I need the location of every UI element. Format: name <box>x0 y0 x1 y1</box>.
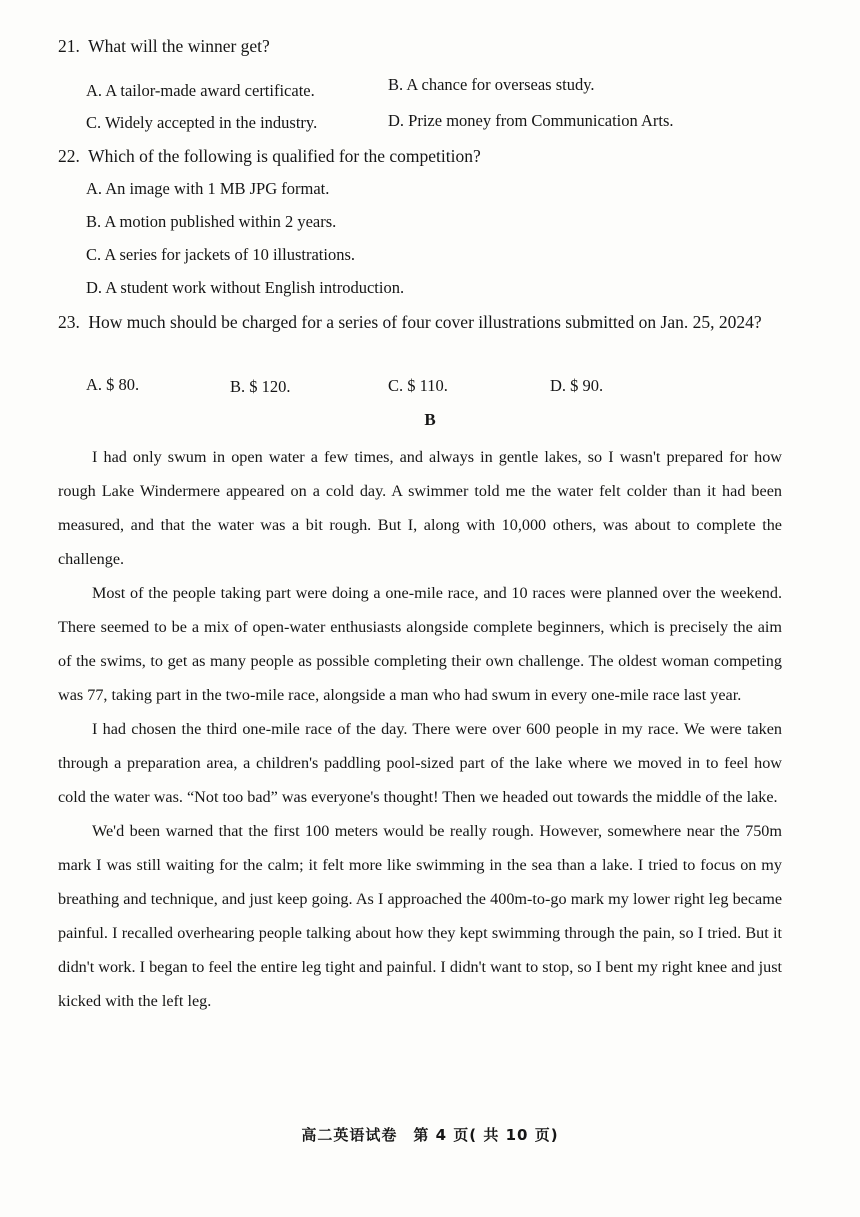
question-text: How much should be charged for a series of four cover illustrations submitted on Jan. 25, 2024? <box>88 312 762 332</box>
option-23-c <box>388 375 448 397</box>
option-23-d <box>550 375 603 397</box>
option-letter: B. <box>86 212 102 231</box>
question-number: 22. <box>58 146 80 166</box>
option-text: A chance for overseas study. <box>406 75 595 94</box>
question-text: Which of the following is qualified for the competition? <box>88 146 481 166</box>
question-number: 23. <box>58 312 80 332</box>
option-23-a <box>86 374 139 396</box>
option-letter: A. <box>86 375 103 394</box>
question-21 <box>58 34 270 58</box>
option-21-a <box>86 80 315 102</box>
option-letter: C. <box>388 376 404 395</box>
option-22-b <box>86 211 336 233</box>
option-22-a <box>86 178 329 200</box>
option-21-d <box>388 110 674 132</box>
option-letter: B. <box>230 377 246 396</box>
option-letter: B. <box>388 75 404 94</box>
reading-passage <box>58 440 782 1018</box>
option-text: Widely accepted in the industry. <box>104 113 318 132</box>
option-text: A student work without English introduction. <box>105 278 405 297</box>
option-letter: D. <box>388 111 405 130</box>
question-number: 21. <box>58 36 80 56</box>
option-text: $ 80. <box>106 375 140 394</box>
option-letter: C. <box>86 113 102 132</box>
option-23-b <box>230 376 291 398</box>
option-text: A motion published within 2 years. <box>104 212 337 231</box>
passage-paragraph: Most of the people taking part were doing a one-mile race, and 10 races were planned over the weekend. There seemed to be a mix of open-water enthusiasts alongside complete beginners, which is precisely the aim of the swims, to get as many people as possible completing their own challenge. The oldest woman competing was 77, taking part in the two-mile race, alongside a man who had swum in every one-mile race last year. <box>58 584 782 704</box>
option-21-c <box>86 112 317 134</box>
passage-paragraph: I had only swum in open water a few times, and always in gentle lakes, so I wasn't prepared for how rough Lake Windermere appeared on a cold day. A swimmer told me the water felt colder than it had been measured, and that the water was a bit rough. But I, along with 10,000 others, was about to complete the challenge. <box>58 448 782 568</box>
option-text: Prize money from Communication Arts. <box>408 111 674 130</box>
option-letter: A. <box>86 179 103 198</box>
option-text: $ 110. <box>407 376 448 395</box>
option-text: A series for jackets of 10 illustrations. <box>104 245 356 264</box>
option-22-d <box>86 277 404 299</box>
option-letter: A. <box>86 81 103 100</box>
question-23 <box>58 308 774 336</box>
question-22 <box>58 144 481 168</box>
option-text: $ 90. <box>570 376 604 395</box>
section-heading: B <box>424 410 436 429</box>
option-22-c <box>86 244 355 266</box>
question-text: What will the winner get? <box>88 36 270 56</box>
option-letter: D. <box>86 278 103 297</box>
passage-paragraph: I had chosen the third one-mile race of the day. There were over 600 people in my race. We were taken through a preparation area, a children's paddling pool-sized part of the lake where we moved in to feel how cold the water was. “Not too bad” was everyone's thought! Then we headed out towards the middle of the lake. <box>58 720 782 806</box>
page-footer: 高二英语试卷 第 4 页( 共 10 页) <box>301 1126 559 1144</box>
option-letter: C. <box>86 245 102 264</box>
option-text: $ 120. <box>249 377 291 396</box>
option-21-b <box>388 74 595 96</box>
passage-paragraph: We'd been warned that the first 100 meters would be really rough. However, somewhere near the 750m mark I was still waiting for the calm; it felt more like swimming in the sea than a lake. I tried to focus on my breathing and technique, and just keep going. As I approached the 400m-to-go mark my lower right leg became painful. I recalled overhearing people talking about how they kept swimming through the pain, so I tried. But it didn't work. I began to feel the entire leg tight and painful. I didn't want to stop, so I bent my right knee and just kicked with the left leg. <box>58 822 782 1010</box>
option-letter: D. <box>550 376 567 395</box>
option-text: An image with 1 MB JPG format. <box>105 179 330 198</box>
option-text: A tailor-made award certificate. <box>105 81 315 100</box>
